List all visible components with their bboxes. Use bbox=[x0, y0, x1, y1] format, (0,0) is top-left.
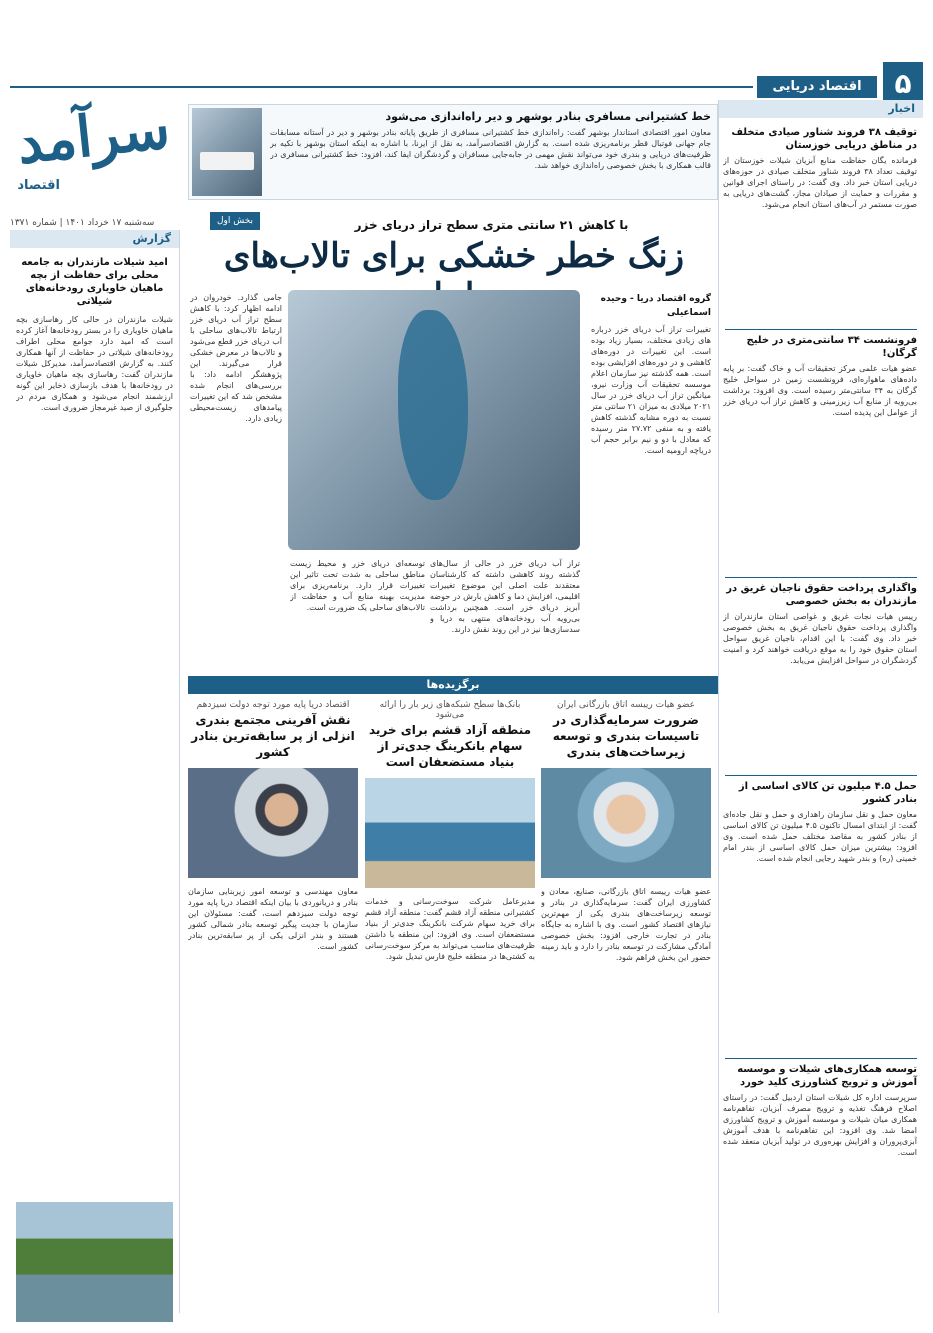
main-byline: گروه اقتصاد دریا - وحیده اسماعیلی bbox=[600, 294, 711, 318]
main-col-1-text: تغییرات تراز آب دریای خزر درباره های زیادی مختلف، بسیار زیاد بوده است. این تغییرات در دوره‌های کاهشی و در دوره‌های افزایشی بوده است. همه گذشته نیز سازمان اعلام موسسه تحقیقات آب وزارت نیرو، میانگین تراز آب دریای خزر در سال ۲۰۲۱ میلادی به میزان ۲۱ سانتی متر نسبت به دوره مشابه گذشته کاهش یافته و به منفی ۲۷.۷۲ متر رسیده که معادل با دو و نیم برابر حجم آب دریاچه ارومیه است. bbox=[591, 325, 711, 455]
sidebar-divider bbox=[725, 1058, 917, 1059]
featured-item-3 bbox=[188, 700, 358, 1313]
featured-1-title: ضرورت سرمایه‌گذاری در تاسیسات بندری و توسعه زیرساخت‌های بندری bbox=[552, 713, 700, 759]
banner-text bbox=[270, 110, 711, 193]
left-body: شیلات مازندران در حالی کار رهاسازی بچه ماهیان خاویاری را در بستر رودخانه‌ها آغاز کرده است که امید دارد جوامع محلی اطراف رودخانه‌های شیلاتی در حفاظت از آنها همکاری کنند. به گزارش اقتصادسرآمد، مدیرکل شیلات مازندران گفت: رهاسازی بچه ماهیان خاویاری در رودخانه‌ها با هدف بازسازی ذخایر این گونه ارزشمند انجام می‌شود و همکاری مردم در جلوگیری از صید غیرمجاز ضروری است. bbox=[16, 315, 173, 412]
news-3-body: رییس هیات نجات غریق و غواصی استان مازندران از واگذاری پرداخت حقوق ناجیان غریق به بخش خصوصی خبر داد. وی گفت: با این اقدام، ناجیان غریق سواحل استان حقوق خود را به موقع دریافت خواهند کرد و امنیت گردشگران در سواحل افزایش می‌یابد. bbox=[723, 612, 917, 665]
featured-item-2 bbox=[365, 700, 535, 1313]
main-col-3-text: جامی گذارد. خودروان در ادامه اظهار کرد: با کاهش سطح تراز آب دریای خزر ارتباط تالاب‌های ساحلی با آب دریای خزر قطع می‌شود و تالاب‌ها در معرض خشکی قرار می‌گیرند. این پژوهشگر ادامه داد: با بررسی‌های انجام شده مشخص شد که این تغییرات پیامدهای زیست‌محیطی زیادی دارد. bbox=[190, 293, 282, 423]
news-1-title: توقیف ۳۸ فروند شناور صیادی متخلف در مناطق دریایی خوزستان bbox=[731, 127, 917, 151]
main-headline: زنگ خطر خشکی برای تالاب‌های bbox=[223, 236, 685, 276]
news-4-body: معاون حمل و نقل سازمان راهداری و حمل و نقل جاده‌ای گفت: از ابتدای امسال تاکنون ۴.۵ میلیون تن کالای اساسی از بنادر کشور به مقاصد مختلف حمل شده است. وی افزود: بیشترین میزان حمل کالای اساسی از بندر امام خمینی (ره) و بندر شهید رجایی انجام شده است. bbox=[723, 810, 917, 863]
banner-headline: خط کشتیرانی مسافری بنادر بوشهر و دیر راه‌اندازی می‌شود bbox=[385, 110, 711, 123]
featured-3-kicker: اقتصاد دریا پایه مورد توجه دولت سیزدهم bbox=[196, 700, 350, 710]
dateline: سه‌شنبه ۱۷ خرداد ۱۴۰۱ | شماره ۱۳۷۱ bbox=[10, 218, 155, 228]
featured-item-1 bbox=[541, 700, 711, 1313]
logo-sub: اقتصاد bbox=[17, 178, 60, 193]
main-col-2-text: تراز آب دریای خزر در حالی از سال‌های گذشته روند کاهشی داشته که کارشناسان معتقدند علت اصلی این موضوع تغییرات اقلیمی، افزایش دما و کاهش بارش در حوضه آبریز دریای خزر است. همچنین برداشت بی‌رویه آب رودخانه‌های منتهی به دریا و سدسازی‌ها نیز در این روند نقش دارند. bbox=[430, 559, 580, 634]
news-sidebar bbox=[718, 100, 923, 1313]
featured-1-body: عضو هیات رییسه اتاق بازرگانی، صنایع، معادن و کشاورزی ایران گفت: سرمایه‌گذاری در بنادر و توسعه زیرساخت‌های بندری یکی از مهم‌ترین نیازهای اقتصاد کشور است. وی با اشاره به جایگاه بنادر در تجارت خارجی افزود: بخش خصوصی آمادگی مشارکت در توسعه بنادر را دارد و باید زمینه حضور این بخش فراهم شود. bbox=[541, 887, 711, 962]
featured-2-photo bbox=[365, 778, 535, 888]
left-column-header: گزارش bbox=[10, 230, 179, 248]
featured-2-title: منطقه آزاد قشم برای خرید سهام بانکرینگ جدی‌تر از بنیاد مستضعفان است bbox=[368, 723, 532, 769]
featured-2-body: مدیرعامل شرکت سوخت‌رسانی و خدمات کشتیرانی منطقه آزاد قشم گفت: منطقه آزاد قشم برای خرید سهام شرکت بانکرینگ جدی‌تر از بنیاد مستضعفان است. وی افزود: این منطقه با داشتن ظرفیت‌های مناسب می‌تواند به مرکز سوخت‌رسانی به کشتی‌ها در منطقه خلیج فارس تبدیل شود. bbox=[365, 897, 535, 961]
featured-3-title: نقش آفرینی مجتمع بندری انزلی از پر سابقه‌ترین بنادر کشور bbox=[191, 713, 355, 759]
featured-1-kicker: عضو هیات رییسه اتاق بازرگانی ایران bbox=[556, 700, 695, 710]
featured-3-photo bbox=[188, 768, 358, 878]
sidebar-divider bbox=[725, 775, 917, 776]
sidebar-divider bbox=[725, 577, 917, 578]
featured-1-photo bbox=[541, 768, 711, 878]
news-2-title: فرونشست ۳۴ سانتی‌متری در خلیج گرگان! bbox=[746, 335, 917, 359]
news-5-body: سرپرست اداره کل شیلات استان اردبیل گفت: در راستای اصلاح فرهنگ تغذیه و ترویج مصرف آبزیان، تفاهم‌نامه همکاری میان شیلات و موسسه آموزش و ترویج کشاورزی امضا شد. وی افزود: این تفاهم‌نامه با هدف آموزش آبزی‌پروران و افزایش بهره‌وری در تولید آبزیان منعقد شده است. bbox=[723, 1093, 917, 1157]
left-report-column bbox=[10, 230, 180, 1313]
news-5-title: توسعه همکاری‌های شیلات و موسسه آموزش و ترویج کشاورزی کلید خورد bbox=[737, 1064, 917, 1088]
section-label: اقتصاد دریایی bbox=[757, 76, 877, 98]
sidebar-news-1 bbox=[723, 126, 917, 325]
sidebar-divider bbox=[725, 329, 917, 330]
banner-body: معاون امور اقتصادی استاندار بوشهر گفت: راه‌اندازی خط کشتیرانی مسافری از طریق پایانه بنادر بوشهر و دیر در آستانه مسابقات جام جهانی فوتبال قطر برنامه‌ریزی شده است. به گزارش اقتصادسرآمد، به نقل از ایرنا، با اشاره به اینکه استان بوشهر با تکیه بر ظرفیت‌های دریایی و بندری خود می‌تواند نقش مهمی در جابه‌جایی مسافران و گردشگران ایفا کند، افزود: خط کشتیرانی مسافری در قالب همکاری با بخش خصوصی راه‌اندازی خواهد شد. bbox=[270, 128, 711, 170]
page-number: ۵ bbox=[883, 62, 923, 108]
left-photo bbox=[16, 1202, 173, 1322]
featured-2-kicker: بانک‌ها سطح شبکه‌های زیر بار را ارائه می‌شود bbox=[379, 700, 521, 720]
sidebar-news-3 bbox=[723, 582, 917, 771]
sidebar-news-2 bbox=[723, 334, 917, 573]
featured-header: برگزیده‌ها bbox=[188, 676, 718, 694]
sidebar-news-5 bbox=[723, 1063, 917, 1282]
sidebar-header: اخبار bbox=[719, 100, 923, 118]
sidebar-news-4 bbox=[723, 780, 917, 1054]
main-col-3 bbox=[190, 292, 282, 667]
main-col-4-text: توسعه‌ای دریای خزر و محیط زیست مناطق ساحلی به شدت تحت تاثیر این تغییرات قرار دارد. برنامه‌ریزی برای مدیریت بهینه منابع آب و حفاظت از تالاب‌های ساحلی یک ضرورت است. bbox=[290, 559, 425, 612]
main-col-2 bbox=[430, 558, 580, 668]
caspian-map-image bbox=[288, 290, 580, 550]
featured-3-body: معاون مهندسی و توسعه امور زیربنایی سازمان بنادر و دریانوردی با بیان اینکه اقتصاد دریا پایه مورد توجه دولت سیزدهم است، گفت: مسئولان این سازمان با جدیت پیگیر توسعه بنادر شمالی کشور هستند و بندر انزلی یکی از پر سابقه‌ترین بنادر کشور است. bbox=[188, 887, 358, 951]
ship-photo bbox=[192, 108, 262, 196]
news-1-body: فرمانده یگان حفاظت منابع آبزیان شیلات خوزستان از توقیف تعداد ۳۸ فروند شناور متخلف صیادی در حوزه‌های دریایی استان خبر داد. وی گفت: در راستای اجرای قوانین و مقررات و حمایت از صیادان مجاز، گشت‌های دریایی به صورت مستمر در آب‌های استان انجام می‌شود. bbox=[723, 156, 917, 209]
news-4-title: حمل ۴.۵ میلیون تن کالای اساسی از بنادر کشور bbox=[738, 781, 917, 805]
main-kicker: با کاهش ۲۱ سانتی متری سطح تراز دریای خزر bbox=[354, 218, 629, 232]
news-2-body: عضو هیات علمی مرکز تحقیقات آب و خاک گفت: بر پایه داده‌های ماهواره‌ای، فرونشست زمین در سواحل خلیج گرگان به ۳۴ سانتی‌متر رسیده است. وی افزود: برداشت بی‌رویه از منابع آب زیرزمینی و کاهش تراز آب دریای خزر از عوامل این پدیده است. bbox=[723, 364, 917, 417]
part-label: بخش اول bbox=[210, 212, 260, 230]
main-col-4 bbox=[290, 558, 425, 668]
logo-text: سرآمد bbox=[14, 95, 173, 177]
newspaper-logo bbox=[4, 77, 187, 224]
left-headline: امید شیلات مازندران به جامعه محلی برای حفاظت از بچه ماهیان خاویاری رودخانه‌های شیلاتی bbox=[21, 257, 168, 307]
news-3-title: واگذاری پرداخت حقوق ناجیان غریق در مازندران به بخش خصوصی bbox=[726, 583, 917, 607]
